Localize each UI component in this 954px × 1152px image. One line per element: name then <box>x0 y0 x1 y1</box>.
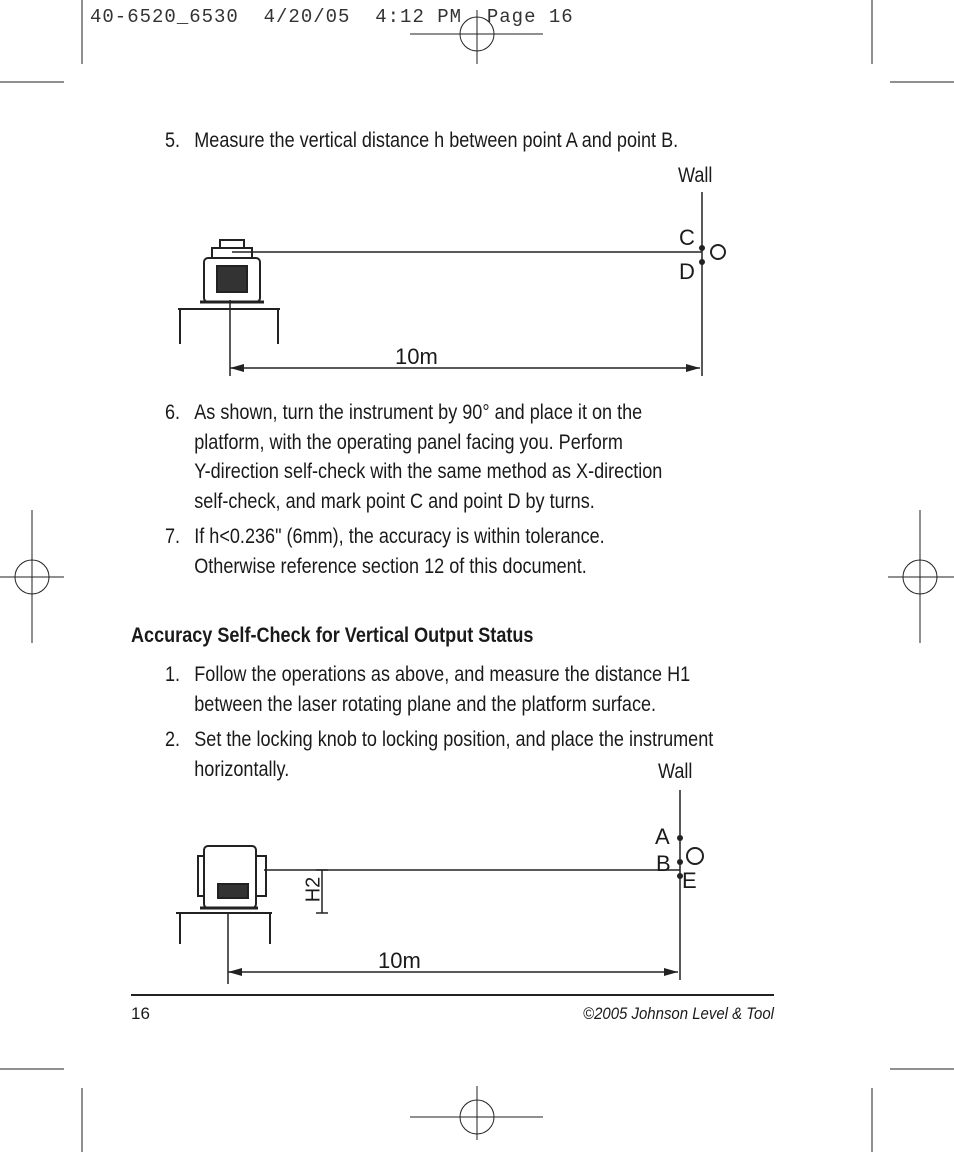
vertical-step-2-line: horizontally. <box>194 757 290 781</box>
diagram2-wall-label: Wall <box>658 760 693 783</box>
step-6-line: Y-direction self-check with the same method as X-direction <box>194 460 663 483</box>
vertical-step-1-line: Follow the operations as above, and measure the distance H1 <box>194 663 691 686</box>
step-7-line: If h<0.236" (6mm), the accuracy is within tolerance. <box>194 525 605 548</box>
step-7-number: 7. <box>165 525 181 548</box>
vertical-step-1-number: 1. <box>165 663 181 686</box>
vertical-step-2-number: 2. <box>165 728 181 751</box>
diagram2-label-e: E <box>682 868 697 893</box>
diagram1-distance-label: 10m <box>395 344 438 369</box>
step-6-line: self-check, and mark point C and point D by turns. <box>194 489 595 513</box>
vertical-step-2-line: Set the locking knob to locking position, and place the instrument <box>194 728 714 751</box>
print-slug: 40-6520_6530 4/20/05 4:12 PM Page 16 <box>90 6 574 28</box>
section-heading: Accuracy Self-Check for Vertical Output Status <box>131 624 534 647</box>
step-5-number: 5. <box>165 129 181 152</box>
diagram1-wall-label: Wall <box>678 164 713 187</box>
step-6-line: As shown, turn the instrument by 90° and place it on the <box>194 401 643 424</box>
diagram1-label-c: C <box>679 225 695 250</box>
diagram2-distance-label: 10m <box>378 948 421 973</box>
diagram2-label-h2: H2 <box>302 876 325 903</box>
page-number: 16 <box>131 1004 150 1023</box>
diagram1-label-d: D <box>679 259 695 284</box>
step-5-text: Measure the vertical distance h between point A and point B. <box>194 129 679 152</box>
step-7-line: Otherwise reference section 12 of this document. <box>194 554 587 578</box>
copyright-notice: ©2005 Johnson Level & Tool <box>583 1004 774 1023</box>
diagram2-label-b: B <box>656 851 671 876</box>
diagram2-label-a: A <box>655 824 670 849</box>
step-6-line: platform, with the operating panel facing you. Perform <box>194 430 623 454</box>
step-6-number: 6. <box>165 401 181 424</box>
footer-rule <box>131 994 774 996</box>
vertical-step-1-line: between the laser rotating plane and the platform surface. <box>194 692 657 716</box>
